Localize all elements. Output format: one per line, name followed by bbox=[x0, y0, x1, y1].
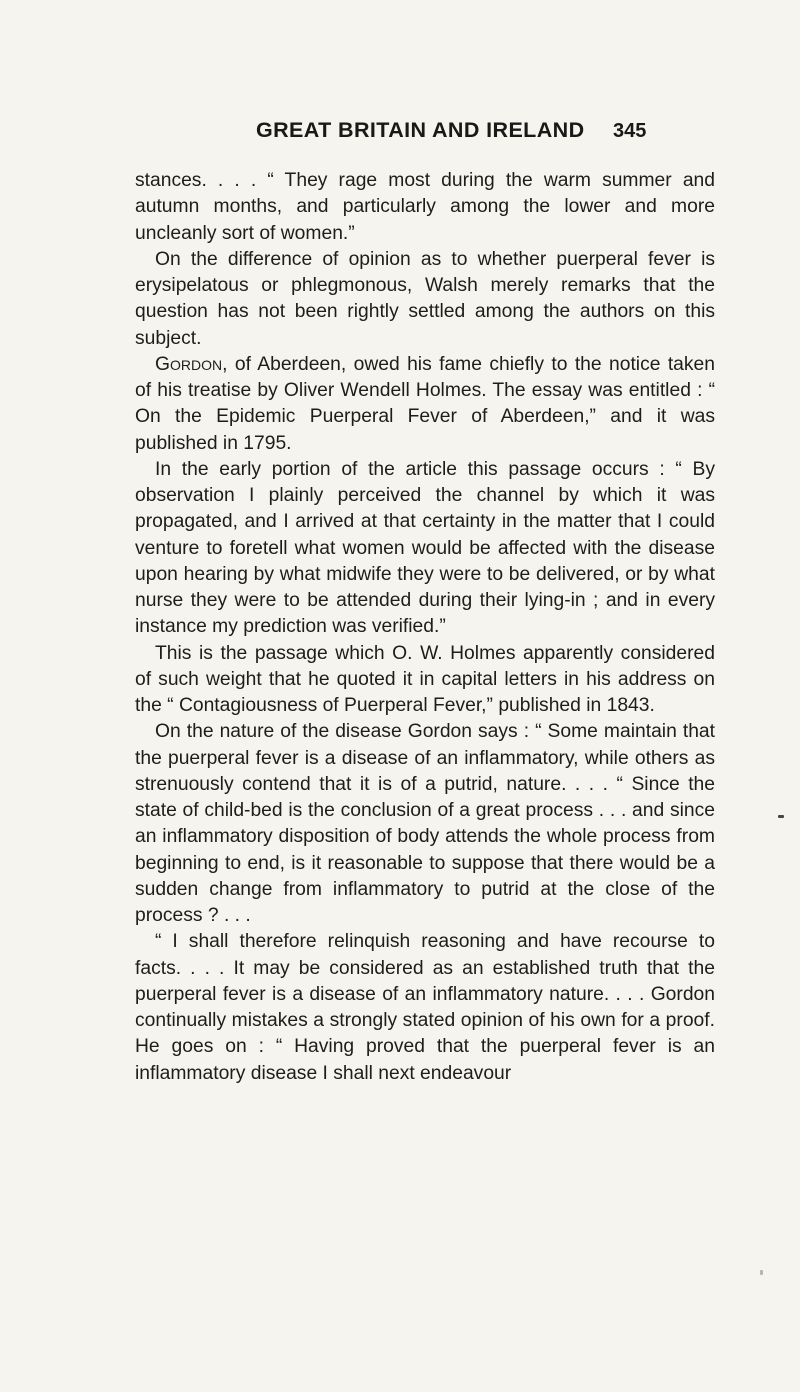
paragraph-relinquish-reasoning: “ I shall therefore relinquish reasoning and have recourse to facts. . . . It may be considered as an established truth that the puerperal fever is a disease of an inflammatory nature. . . . Gordon continually mistakes a strongly stated opinion of his own for a proof. He goes on : “ Having proved that the puerperal fever is an inflammatory disease I shall next endeavour bbox=[135, 931, 715, 1084]
paragraph-observation-quote: In the early portion of the article this passage occurs : “ By observation I plainly perceived the channel by which it was propagated, and I arrived at that certainty in the matter that I could venture to foretell what women would be affected with the disease upon hearing by what midwife they were to be delivered, or by what nurse they were to be attended during their lying-in ; and in every instance my prediction was verified.” bbox=[135, 458, 715, 638]
running-head: GREAT BRITAIN AND IRELAND bbox=[256, 118, 585, 142]
paragraph-nature-of-disease: On the nature of the disease Gordon says : “ Some maintain that the puerperal fever is a disease of an inflammatory, while others as strenuously contend that it is of a putrid, nature. . . . “ Since the state of child-bed is the conclusion of a great process . . . and since an inflammatory disposition of body attends the whole process from beginning to end, is it reasonable to suppose that there would be a sudden change from inflammatory to putrid at the close of the process ? . . . bbox=[135, 721, 715, 926]
paragraph-walsh-remarks: On the difference of opinion as to whether puerperal fever is erysipelatous or phlegmonous, Walsh merely remarks that the question has not been rightly settled among the authors on this subject. bbox=[135, 248, 715, 349]
gordon-intro-text: , of Aberdeen, owed his fame chiefly to the notice taken of his treatise by Oliver Wendell Holmes. The essay was entitled : “ On the Epidemic Puerperal Fever of Aberdeen,” and it was published in 1795. bbox=[135, 353, 715, 454]
body-text bbox=[135, 168, 715, 1087]
margin-mark bbox=[778, 815, 784, 818]
paragraph-gordon-intro bbox=[135, 352, 715, 457]
paragraph-holmes-quote: This is the passage which O. W. Holmes apparently considered of such weight that he quoted it in capital letters in his address on the “ Contagiousness of Puerperal Fever,” published in 1843. bbox=[135, 642, 715, 716]
paragraph-continuation: stances. . . . “ They rage most during the warm summer and autumn months, and particularly among the lower and more uncleanly sort of women.” bbox=[135, 170, 715, 244]
paper-speck bbox=[760, 1270, 763, 1275]
page-header bbox=[0, 118, 800, 158]
gordon-name: Gordon bbox=[155, 353, 223, 375]
page-number: 345 bbox=[613, 120, 647, 142]
